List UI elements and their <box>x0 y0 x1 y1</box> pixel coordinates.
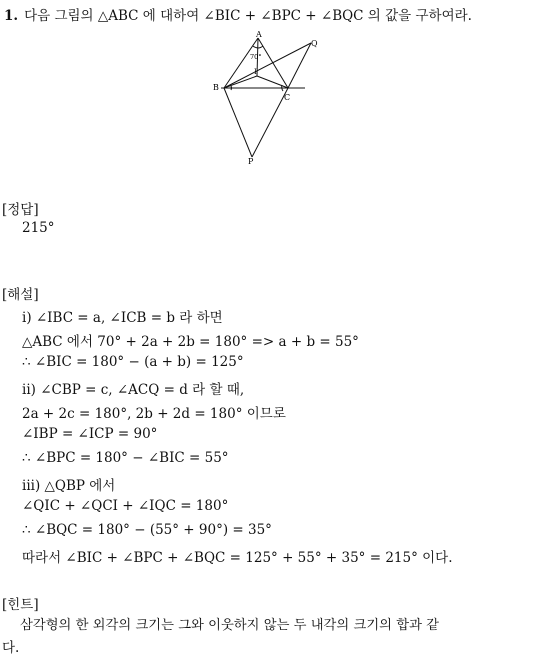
segment-ci <box>257 76 288 88</box>
label-b: B <box>213 83 219 92</box>
label-q: Q <box>311 39 318 48</box>
label-p: P <box>248 157 254 166</box>
label-angle-70: 70° <box>250 53 262 61</box>
hint-heading: [힌트] <box>2 597 39 613</box>
solution-line: ∴ ∠BQC = 180° − (55° + 90°) = 35° <box>22 522 272 538</box>
problem-text: 다음 그림의 △ABC 에 대하여 ∠BIC + ∠BPC + ∠BQC 의 값을 구하여라. <box>24 8 472 24</box>
label-c: C <box>284 93 291 102</box>
triangle-figure <box>205 30 318 166</box>
segment-cp <box>252 88 291 157</box>
solution-line: △ABC 에서 70° + 2a + 2b = 180° => a + b = 55° <box>22 334 359 350</box>
hint-text-line-1: 삼각형의 한 외각의 크기는 그와 이웃하지 않는 두 내각의 크기의 합과 같 <box>20 618 439 633</box>
solution-line: ∠QIC + ∠QCI + ∠IQC = 180° <box>22 498 229 514</box>
answer-value: 215° <box>22 220 55 236</box>
solution-line: 따라서 ∠BIC + ∠BPC + ∠BQC = 125° + 55° + 35° = 215° 이다. <box>22 550 453 566</box>
problem-number: 1. <box>4 8 19 24</box>
solution-line: ∴ ∠BPC = 180° − ∠BIC = 55° <box>22 450 229 466</box>
answer-heading: [정답] <box>2 202 39 218</box>
solution-line: ∠IBP = ∠ICP = 90° <box>22 426 158 442</box>
segment-ab <box>224 38 258 88</box>
problem-statement <box>4 4 472 24</box>
segment-bp <box>224 88 252 157</box>
solution-heading: [해설] <box>2 287 39 303</box>
solution-line: ∴ ∠BIC = 180° − (a + b) = 125° <box>22 354 244 370</box>
label-i: I <box>254 68 257 76</box>
label-a: A <box>256 30 262 39</box>
solution-line: ii) ∠CBP = c, ∠ACQ = d 라 할 때, <box>22 382 245 398</box>
hint-text-line-2: 다. <box>2 640 20 656</box>
solution-line: iii) △QBP 에서 <box>22 478 116 494</box>
angle-b-mark <box>231 86 232 90</box>
solution-line: 2a + 2c = 180°, 2b + 2d = 180° 이므로 <box>22 406 286 422</box>
segment-bq <box>224 43 311 88</box>
segment-cq <box>288 43 311 88</box>
segment-bi <box>224 76 257 88</box>
solution-line: i) ∠IBC = a, ∠ICB = b 라 하면 <box>22 310 223 326</box>
